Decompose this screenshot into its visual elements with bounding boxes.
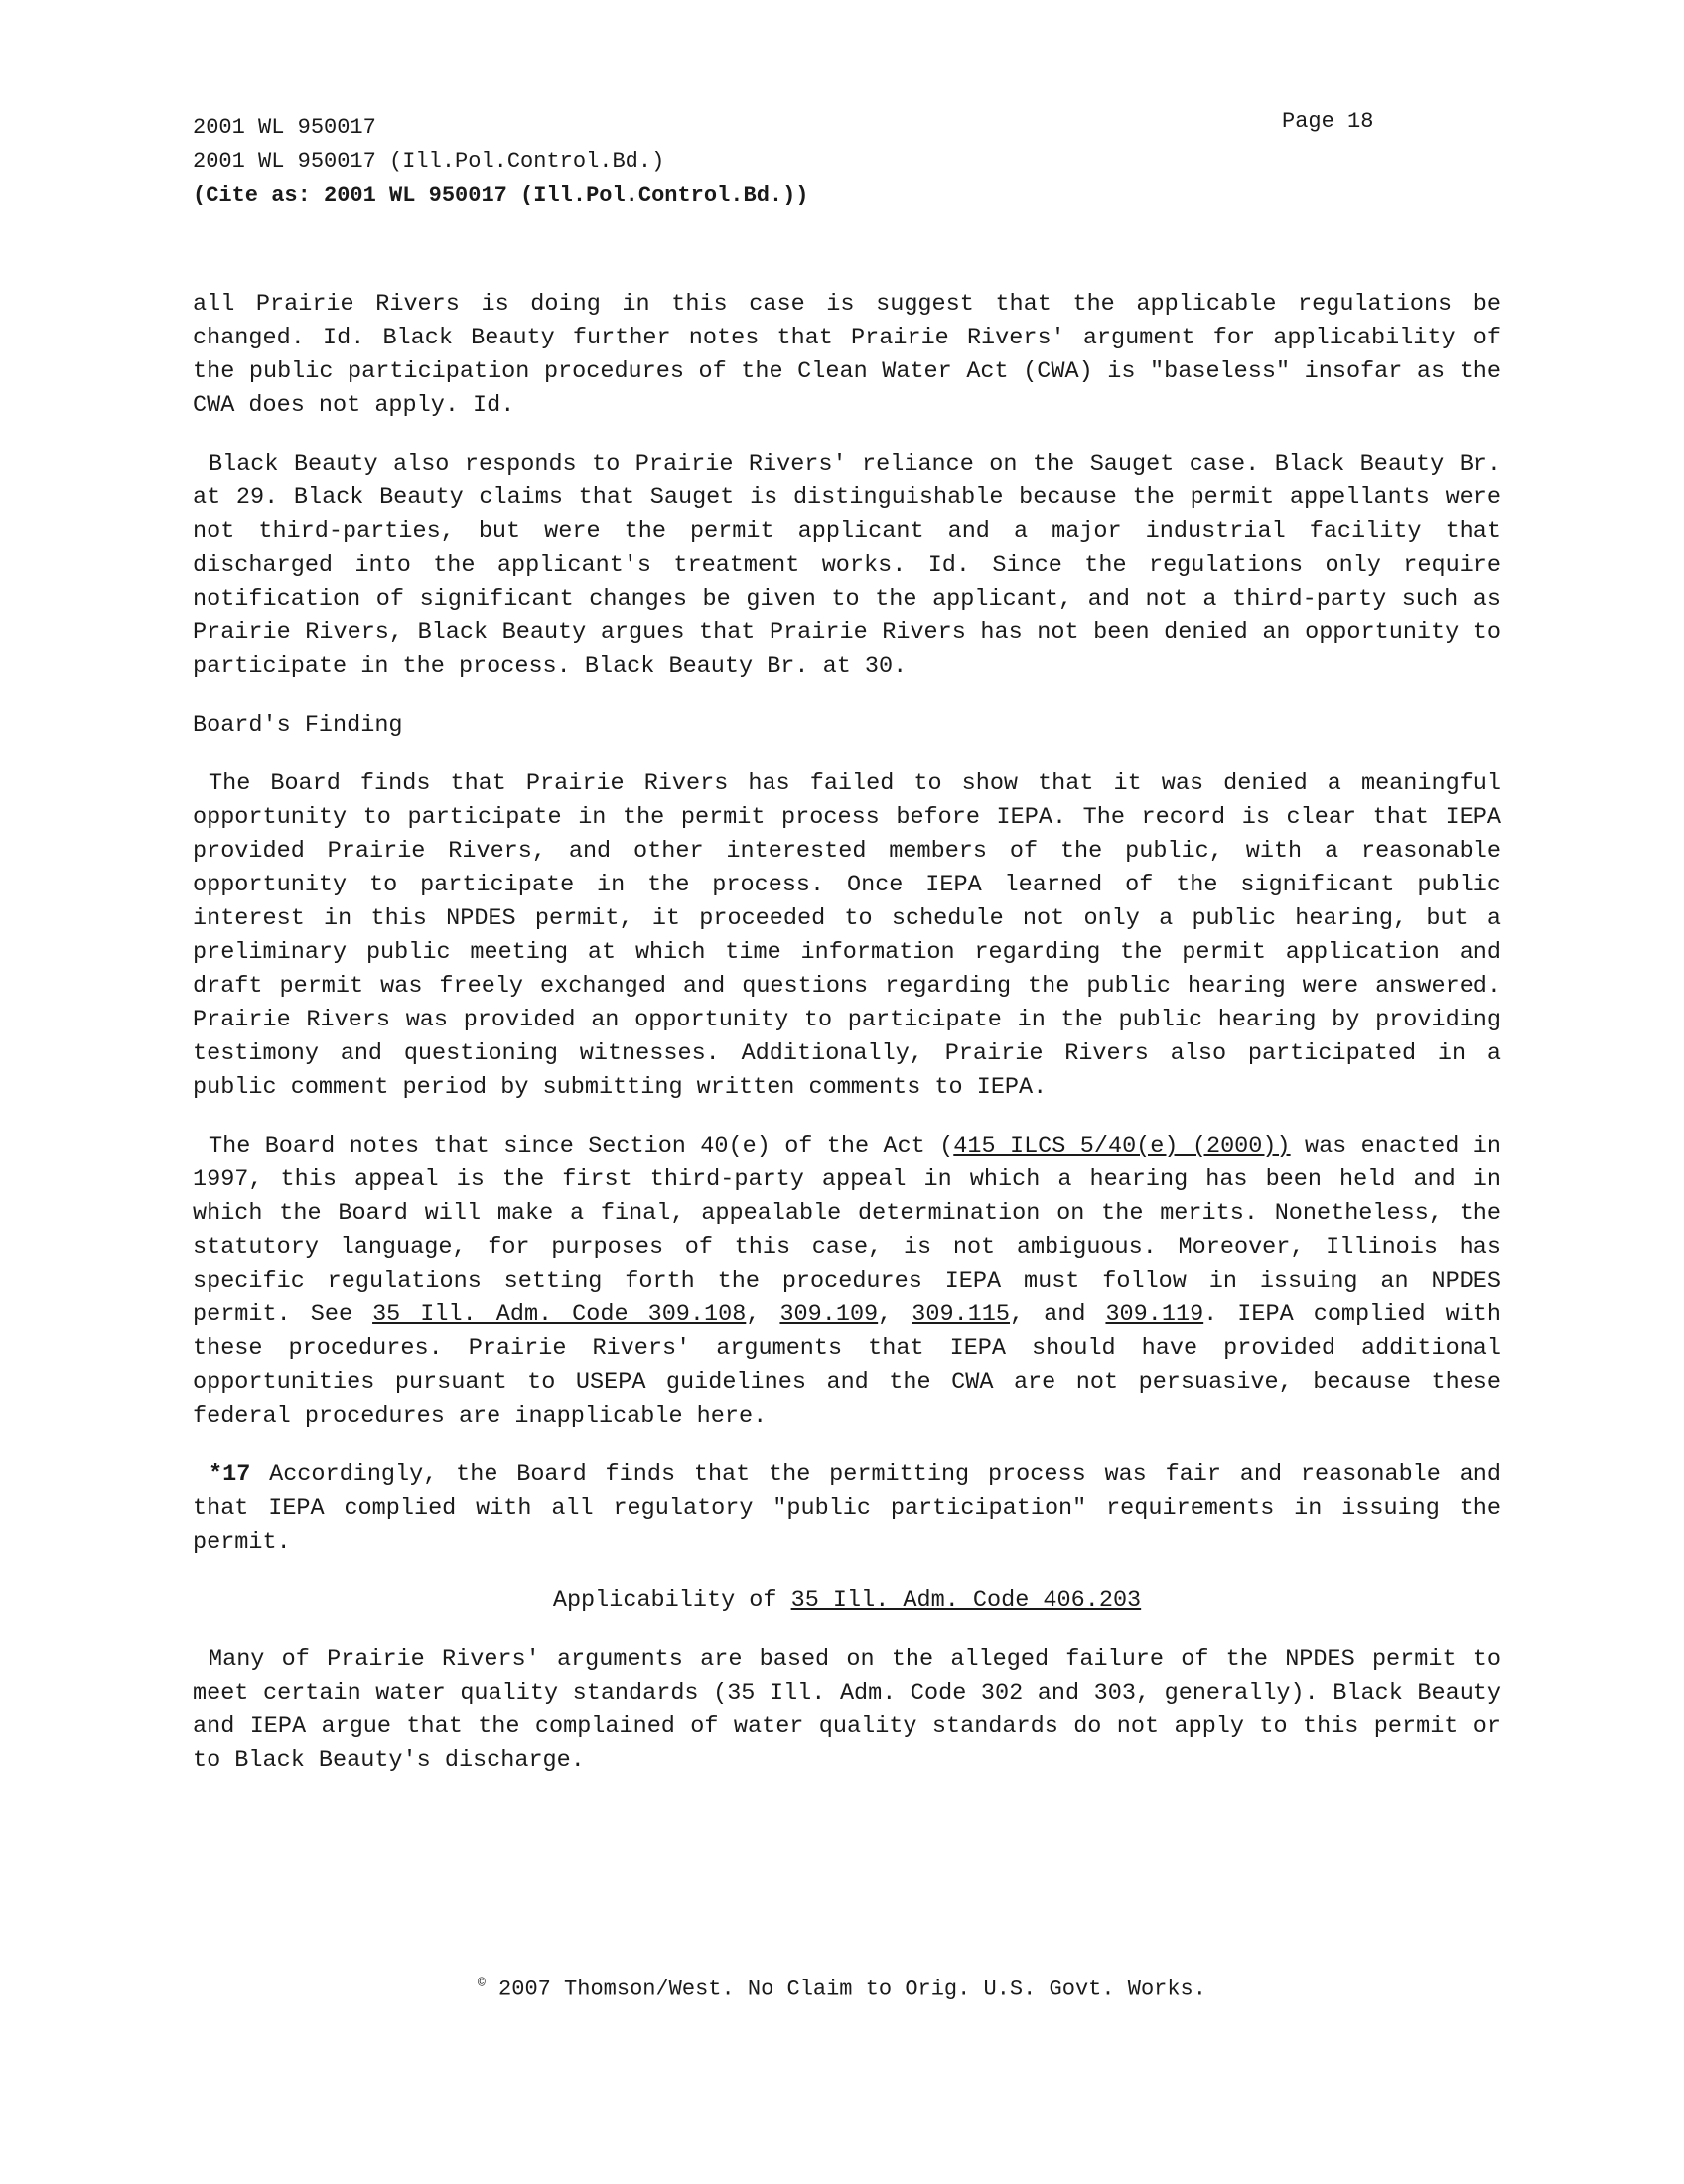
regulation-link-309-119[interactable]: 309.119 (1105, 1301, 1204, 1328)
citation-header (193, 111, 809, 212)
document-body (193, 288, 1501, 1803)
paragraph-6: Many of Prairie Rivers' arguments are based on the alleged failure of the NPDES permit to meet certain water quality standards (35 Ill. Adm. Code 302 and 303, generally). Black Beauty and IEPA argue that the complained of water quality standards do not apply to this permit or to Black Beauty's discharge. (193, 1646, 1501, 1774)
regulation-link-309-115[interactable]: 309.115 (912, 1301, 1010, 1328)
regulation-link-309-108[interactable]: 35 Ill. Adm. Code 309.108 (372, 1301, 747, 1328)
copyright-symbol: © (478, 1976, 486, 1990)
citation-line-1: 2001 WL 950017 (193, 115, 376, 140)
paragraph-5-text: Accordingly, the Board finds that the permitting process was fair and reasonable and that IEPA complied with all regulatory "public participation" requirements in issuing the permit. (193, 1461, 1501, 1556)
paragraph-4-text-b: was enacted in 1997, this appeal is the first third-party appeal in which a hearing has been held and in which the Board will make a final, appealable determination on the merits. Nonetheless, the statutory language, for purposes of this case, is not ambiguous. Moreover, Illinois has specific regulations setting forth the procedures IEPA must follow in issuing an NPDES permit. See (193, 1133, 1501, 1328)
paragraph-4-sep-c: , (746, 1301, 780, 1328)
statute-link-415-ilcs[interactable]: 415 ILCS 5/40(e) (2000)) (953, 1133, 1291, 1160)
citation-line-2: 2001 WL 950017 (Ill.Pol.Control.Bd.) (193, 149, 665, 174)
paragraph-4-text-a: The Board notes that since Section 40(e) of the Act ( (209, 1133, 954, 1160)
paragraph-5 (193, 1458, 1501, 1560)
paragraph-2: Black Beauty also responds to Prairie Rivers' reliance on the Sauget case. Black Beauty Br. at 29. Black Beauty claims that Sauget is distinguishable because the permit appellants were not third-parties, but were the permit applicant and a major industrial facility that discharged into the applicant's treatment works. Id. Since the regulations only require notification of significant changes be given to the applicant, and not a third-party such as Prairie Rivers, Black Beauty argues that Prairie Rivers has not been denied an opportunity to participate in the process. Black Beauty Br. at 30. (193, 451, 1501, 680)
page-number: Page 18 (1282, 109, 1374, 134)
section-heading-applicability (193, 1584, 1501, 1618)
heading-prefix: Applicability of (552, 1587, 791, 1614)
star-page-marker: *17 (209, 1461, 251, 1488)
cite-as-line: (Cite as: 2001 WL 950017 (Ill.Pol.Control.Bd.)) (193, 183, 809, 207)
paragraph-4-sep-d: , (878, 1301, 912, 1328)
section-heading-boards-finding: Board's Finding (193, 712, 403, 739)
regulation-link-309-109[interactable]: 309.109 (779, 1301, 879, 1328)
paragraph-1: all Prairie Rivers is doing in this case is suggest that the applicable regulations be changed. Id. Black Beauty further notes that Prairie Rivers' argument for applicability of the public participation procedures of the Clean Water Act (CWA) is "baseless" insofar as the CWA does not apply. Id. (193, 291, 1501, 419)
paragraph-4-text-f: . IEPA complied with these procedures. Prairie Rivers' arguments that IEPA should have provided additional opportunities pursuant to USEPA guidelines and the CWA are not persuasive, because these federal procedures are inapplicable here. (193, 1301, 1501, 1430)
copyright-text: 2007 Thomson/West. No Claim to Orig. U.S. Govt. Works. (485, 1977, 1206, 2002)
paragraph-4 (193, 1130, 1501, 1433)
regulation-link-406-203[interactable]: 35 Ill. Adm. Code 406.203 (790, 1587, 1142, 1614)
paragraph-4-sep-e: , and (1010, 1301, 1106, 1328)
copyright-footer (0, 1976, 1684, 2001)
paragraph-3: The Board finds that Prairie Rivers has failed to show that it was denied a meaningful opportunity to participate in the permit process before IEPA. The record is clear that IEPA provided Prairie Rivers, and other interested members of the public, with a reasonable opportunity to participate in the process. Once IEPA learned of the significant public interest in this NPDES permit, it proceeded to schedule not only a public hearing, but a preliminary public meeting at which time information regarding the permit application and draft permit was freely exchanged and questions regarding the public hearing were answered. Prairie Rivers was provided an opportunity to participate in the public hearing by providing testimony and questioning witnesses. Additionally, Prairie Rivers also participated in a public comment period by submitting written comments to IEPA. (193, 770, 1501, 1101)
